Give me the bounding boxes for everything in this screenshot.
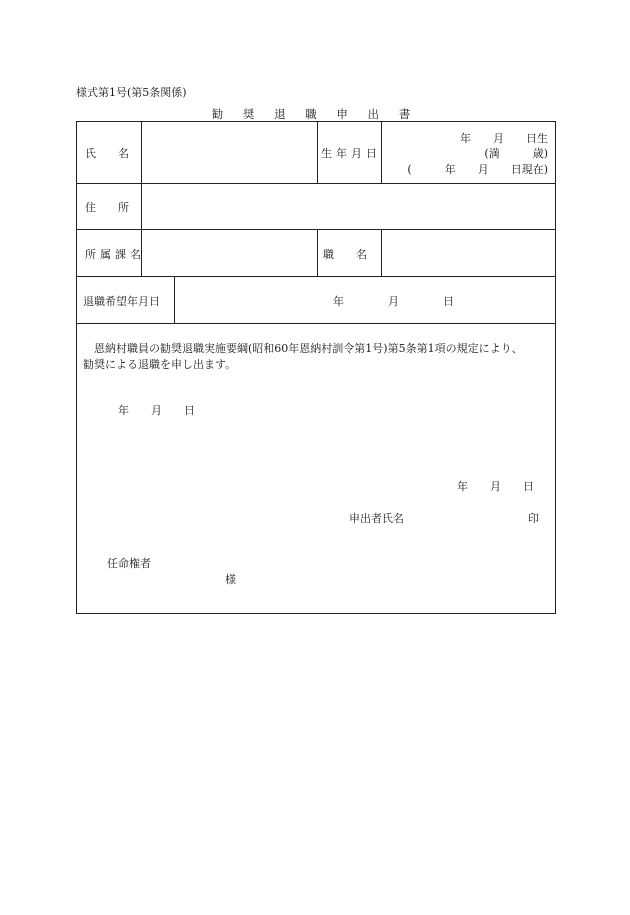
birthdate-line-age: (満 歳) xyxy=(484,147,548,160)
statement-line-1: 恩納村職員の勧奨退職実施要綱(昭和60年恩納村訓令第1号)第5条第1項の規定により、 xyxy=(94,342,523,355)
signature-date[interactable]: 年 月 日 xyxy=(457,480,534,493)
seal-mark: 印 xyxy=(528,512,539,525)
form-number: 様式第1号(第5条関係) xyxy=(76,86,187,99)
position-field[interactable] xyxy=(382,230,555,276)
col-divider xyxy=(174,276,175,323)
retirement-date-value[interactable]: 年 月 日 xyxy=(333,295,454,308)
position-label: 職 名 xyxy=(323,248,367,261)
col-divider xyxy=(317,122,318,183)
form-title: 勧 奨 退 職 申 出 書 xyxy=(211,107,419,121)
department-field[interactable] xyxy=(142,230,317,276)
birthdate-line-asof: ( 年 月 日現在) xyxy=(407,163,548,176)
appointer-label: 任命権者 xyxy=(107,557,151,570)
row-divider xyxy=(77,323,555,324)
retirement-date-label: 退職希望年月日 xyxy=(83,295,160,308)
birthdate-label: 生年月日 xyxy=(321,147,381,160)
address-label: 住 所 xyxy=(85,201,129,214)
department-label: 所属課名 xyxy=(85,248,145,261)
name-label: 氏 名 xyxy=(85,147,129,160)
statement-line-2: 勧奨による退職を申し出ます。 xyxy=(83,358,237,371)
appointer-honorific: 様 xyxy=(225,573,236,586)
applicant-name-label: 申出者氏名 xyxy=(349,512,404,525)
row-divider xyxy=(77,276,555,277)
statement-date[interactable]: 年 月 日 xyxy=(118,404,195,417)
col-divider xyxy=(381,122,382,183)
birthdate-line-born: 年 月 日生 xyxy=(460,132,548,145)
address-field[interactable] xyxy=(142,184,555,229)
application-form xyxy=(76,121,556,614)
col-divider xyxy=(317,229,318,276)
name-field[interactable] xyxy=(142,122,317,183)
